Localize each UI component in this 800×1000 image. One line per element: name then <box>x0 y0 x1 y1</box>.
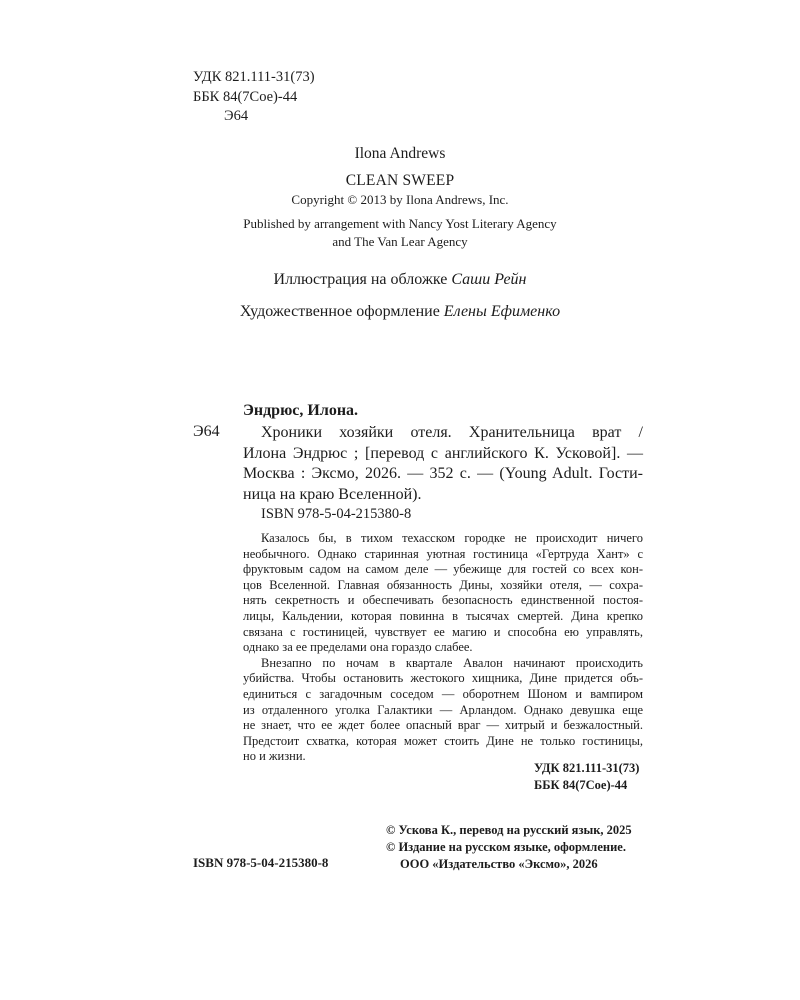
biblio-description <box>243 423 643 505</box>
footer-classification <box>534 760 639 793</box>
rights-block <box>386 822 632 873</box>
annotation-line: Предстоит схватка, которая может стоить Дине не только гостиницы, <box>243 733 643 748</box>
annotation-line: однако за ее пределами она гораздо слабее. <box>243 640 473 655</box>
biblio-line: ница на краю Вселенной). <box>243 485 422 503</box>
original-title: CLEAN SWEEP <box>345 172 455 189</box>
copyright-line: Copyright © 2013 by Ilona Andrews, Inc. <box>291 192 509 207</box>
footer-bbk: ББК 84(7Сое)-44 <box>534 777 628 792</box>
published-line-2: and The Van Lear Agency <box>332 234 468 249</box>
footer-udk: УДК 821.111-31(73) <box>534 761 640 775</box>
classification-block <box>193 68 315 127</box>
biblio-line: Илона Эндрюс ; [перевод с английского К. Усковой]. — <box>243 444 643 462</box>
annotation-line: связана с гостиницей, чувствует ее магию и способна ею управлять, <box>243 624 643 639</box>
annotation-line: Казалось бы, в тихом техасском городке не происходит ничего <box>261 531 643 545</box>
annotation-line: лицы, Кальдении, которая повинна в тысячах смертей. Дина крепко <box>243 608 643 623</box>
design-name: Елены Ефименко <box>443 303 561 320</box>
illustration-label: Иллюстрация на обложке <box>273 271 452 288</box>
rights-line-3: ООО «Издательство «Эксмо», 2026 <box>400 857 598 871</box>
annotation-line: Внезапно по ночам в квартале Авалон начинают происходить <box>261 655 643 670</box>
publishing-arrangement <box>0 215 800 251</box>
footer-isbn: ISBN 978-5-04-215380-8 <box>193 855 329 870</box>
original-author: Ilona Andrews <box>354 145 446 162</box>
annotation-line: необычного. Однако старинная уютная гостиница «Гертруда Хант» с <box>243 546 643 561</box>
annotation-line: цов Вселенной. Главная обязанность Дины, хозяйки отеля, — сохра- <box>243 577 643 592</box>
author-mark: Э64 <box>224 108 249 124</box>
annotation-line: из отдаленного уголка Галактики — Арландом. Однако девушка еще <box>243 702 643 717</box>
illustration-name: Саши Рейн <box>451 271 527 288</box>
annotation-line: не знает, что ее ждет более опасный враг — хитрый и безжалостный. <box>243 718 643 733</box>
isbn-line: ISBN 978-5-04-215380-8 <box>261 506 412 522</box>
annotation <box>243 531 643 765</box>
annotation-line: убийства. Чтобы остановить жестокого хищника, Дине придется объ- <box>243 671 643 686</box>
annotation-line: фруктовым садом на самом деле — убежище для гостей со всех кон- <box>243 562 643 577</box>
annotation-line: нять секретность и обеспечивать безопасность единственной постоя- <box>243 593 643 608</box>
annotation-line: единиться с загадочным соседом — оборотнем Шоном и вампиром <box>243 686 643 701</box>
design-credit <box>0 303 800 321</box>
bbk-code: ББК 84(7Сое)-44 <box>193 88 298 105</box>
biblio-line: Хроники хозяйки отеля. Хранительница врат / <box>261 424 643 441</box>
design-label: Художественное оформление <box>239 303 444 320</box>
biblio-heading: Эндрюс, Илона. <box>243 402 359 419</box>
illustration-credit <box>0 271 800 289</box>
rights-line-2: © Издание на русском языке, оформление. <box>386 840 626 854</box>
biblio-line: Москва : Эксмо, 2026. — 352 с. — (Young Adult. Гости- <box>243 465 643 482</box>
published-line-1: Published by arrangement with Nancy Yost Literary Agency <box>243 216 557 231</box>
biblio-author-mark: Э64 <box>193 423 220 440</box>
udk-code: УДК 821.111-31(73) <box>193 69 315 85</box>
annotation-line: но и жизни. <box>243 749 306 764</box>
rights-line-1: © Ускова К., перевод на русский язык, 2025 <box>386 823 632 837</box>
